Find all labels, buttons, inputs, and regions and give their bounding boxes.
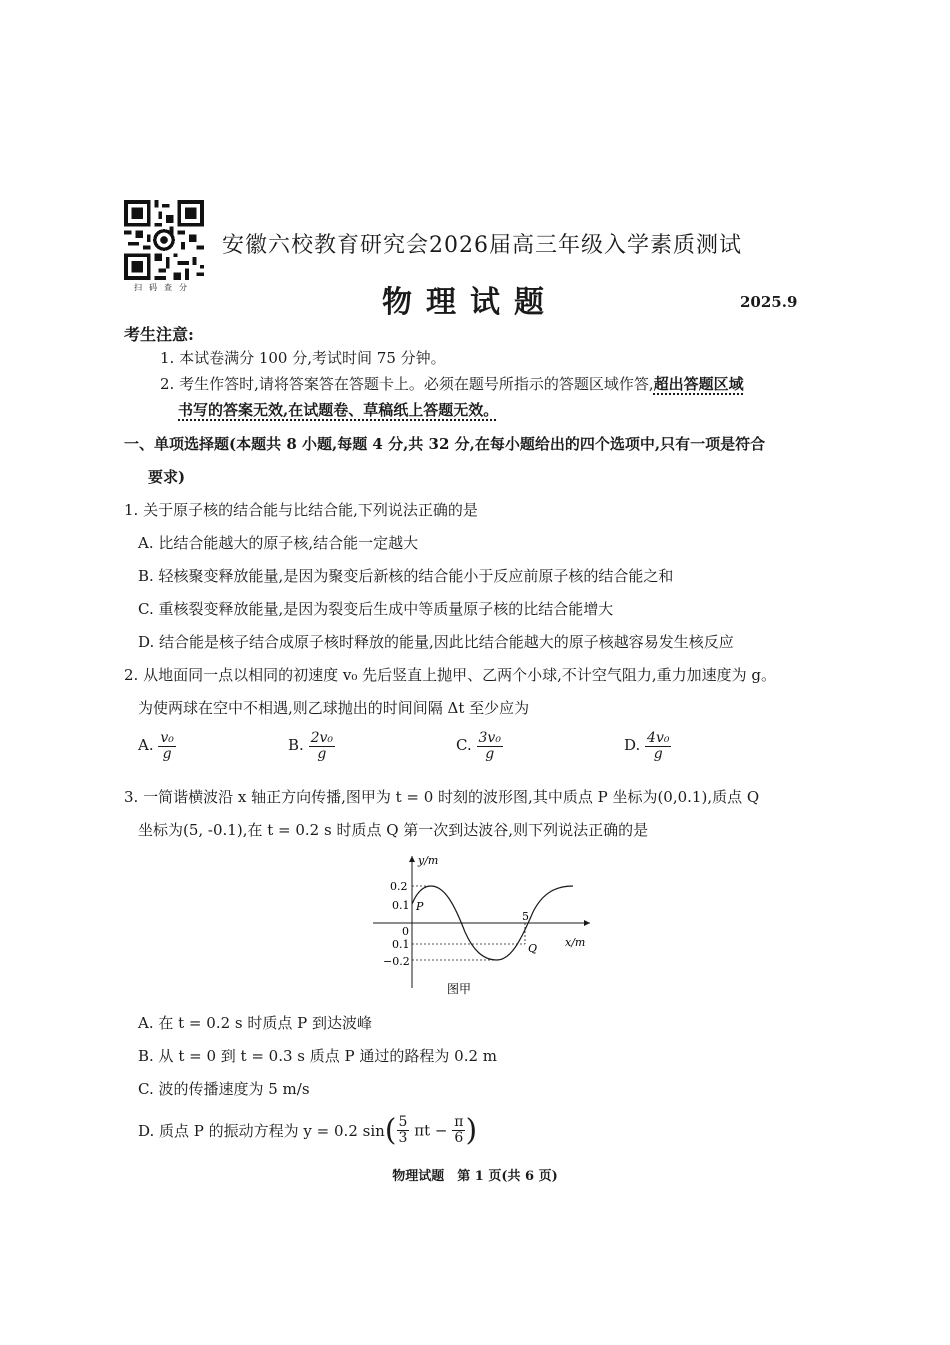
fraction-numerator: π bbox=[454, 1114, 464, 1131]
q3-d-fraction-1 bbox=[397, 1115, 410, 1145]
q2-stem-continued: 为使两球在空中不相遇,则乙球抛出的时间间隔 Δt 至少应为 bbox=[138, 699, 530, 717]
fraction-denominator: g bbox=[317, 745, 327, 762]
paren-open: ( bbox=[384, 1113, 397, 1148]
tick-neg-0.2: −0.2 bbox=[383, 955, 410, 968]
q2-option-c-fraction bbox=[477, 731, 503, 761]
q2-option-a-fraction bbox=[158, 731, 176, 761]
q3-stem-continued: 坐标为(5, -0.1),在 t = 0.2 s 时质点 Q 第一次到达波谷,则下列说法正确的是 bbox=[138, 821, 649, 839]
section-heading: 一、单项选择题(本题共 8 小题,每题 4 分,共 32 分,在每小题给出的四个选项中,只有一项是符合 bbox=[124, 435, 766, 453]
q1-option-c: C. 重核裂变释放能量,是因为裂变后生成中等质量原子核的比结合能增大 bbox=[138, 600, 614, 618]
q3-option-d bbox=[138, 1113, 477, 1148]
point-q-label: Q bbox=[528, 942, 538, 955]
paren-close: ) bbox=[465, 1113, 478, 1148]
fraction-denominator: 3 bbox=[398, 1130, 408, 1146]
fraction-denominator: g bbox=[485, 745, 495, 762]
q3-option-b: B. 从 t = 0 到 t = 0.3 s 质点 P 通过的路程为 0.2 m bbox=[138, 1047, 498, 1065]
q1-option-a: A. 比结合能越大的原子核,结合能一定越大 bbox=[138, 534, 419, 552]
fraction-denominator: g bbox=[162, 745, 172, 762]
wave-figure bbox=[365, 850, 605, 1000]
exam-date: 2025.9 bbox=[740, 293, 798, 311]
qr-caption: 扫码查分 bbox=[134, 283, 194, 292]
q2-option-a-label: A. bbox=[138, 736, 154, 755]
figure-caption: 图甲 bbox=[447, 982, 472, 996]
q1-option-b: B. 轻核聚变释放能量,是因为聚变后新核的结合能小于反应前原子核的结合能之和 bbox=[138, 567, 674, 585]
fraction-denominator: g bbox=[653, 745, 663, 762]
fraction-numerator: 2v₀ bbox=[310, 730, 334, 746]
qr-code bbox=[124, 200, 204, 280]
y-axis-label: y/m bbox=[418, 854, 439, 867]
tick-origin: 0 bbox=[402, 925, 409, 938]
fraction-numerator: 4v₀ bbox=[647, 730, 670, 746]
x-axis-label: x/m bbox=[565, 936, 586, 949]
q2-option-c bbox=[456, 731, 503, 761]
fraction-numerator: 3v₀ bbox=[478, 730, 501, 746]
q2-option-d-fraction bbox=[645, 731, 671, 761]
tick-0.1: 0.1 bbox=[392, 899, 410, 912]
q2-option-b-fraction bbox=[309, 731, 335, 761]
q2-option-b bbox=[288, 731, 335, 761]
q2-option-d-label: D. bbox=[624, 736, 641, 755]
tick-0.2: 0.2 bbox=[390, 880, 408, 893]
fraction-numerator: v₀ bbox=[160, 730, 174, 746]
q3-stem: 3. 一简谐横波沿 x 轴正方向传播,图甲为 t = 0 时刻的波形图,其中质点 P 坐标为(0,0.1),质点 Q bbox=[124, 788, 760, 806]
notice-item-1: 1. 本试卷满分 100 分,考试时间 75 分钟。 bbox=[160, 349, 446, 367]
q2-option-a bbox=[138, 731, 176, 761]
q1-option-d: D. 结合能是核子结合成原子核时释放的能量,因此比结合能越大的原子核越容易发生核反应 bbox=[138, 633, 734, 651]
q3-option-c: C. 波的传播速度为 5 m/s bbox=[138, 1080, 310, 1098]
point-p-label: P bbox=[416, 900, 424, 913]
q3-option-d-prefix: D. 质点 P 的振动方程为 y = 0.2 sin bbox=[138, 1122, 385, 1140]
q3-option-d-middle: πt − bbox=[414, 1121, 448, 1140]
exam-title: 安徽六校教育研究会2026届高三年级入学素质测试 bbox=[222, 233, 742, 258]
notice-item-2-text: 2. 考生作答时,请将答案答在答题卡上。必须在题号所指示的答题区域作答, bbox=[160, 375, 654, 393]
page-footer: 物理试题 第 1 页(共 6 页) bbox=[392, 1169, 558, 1184]
notice-item-2-continued: 书写的答案无效,在试题卷、草稿纸上答题无效。 bbox=[178, 401, 499, 419]
section-heading-continued: 要求) bbox=[148, 468, 186, 486]
fraction-denominator: 6 bbox=[454, 1130, 464, 1146]
tick-neg-0.1: 0.1 bbox=[392, 938, 410, 951]
subject-title: 物理试题 bbox=[382, 285, 558, 320]
q3-d-fraction-2 bbox=[452, 1115, 465, 1145]
q1-stem: 1. 关于原子核的结合能与比结合能,下列说法正确的是 bbox=[124, 501, 478, 519]
q2-stem: 2. 从地面同一点以相同的初速度 v₀ 先后竖直上抛甲、乙两个小球,不计空气阻力,重力加速度为 g。 bbox=[124, 666, 777, 684]
fraction-numerator: 5 bbox=[398, 1114, 408, 1131]
tick-x-5: 5 bbox=[522, 910, 529, 923]
notice-item-2-emphasis: 超出答题区域 bbox=[653, 375, 744, 393]
notice-heading: 考生注意: bbox=[124, 325, 194, 344]
q2-option-c-label: C. bbox=[456, 736, 472, 755]
q2-option-b-label: B. bbox=[288, 736, 304, 755]
q3-option-a: A. 在 t = 0.2 s 时质点 P 到达波峰 bbox=[138, 1014, 372, 1032]
notice-item-2 bbox=[160, 373, 744, 394]
q2-option-d bbox=[624, 731, 671, 761]
